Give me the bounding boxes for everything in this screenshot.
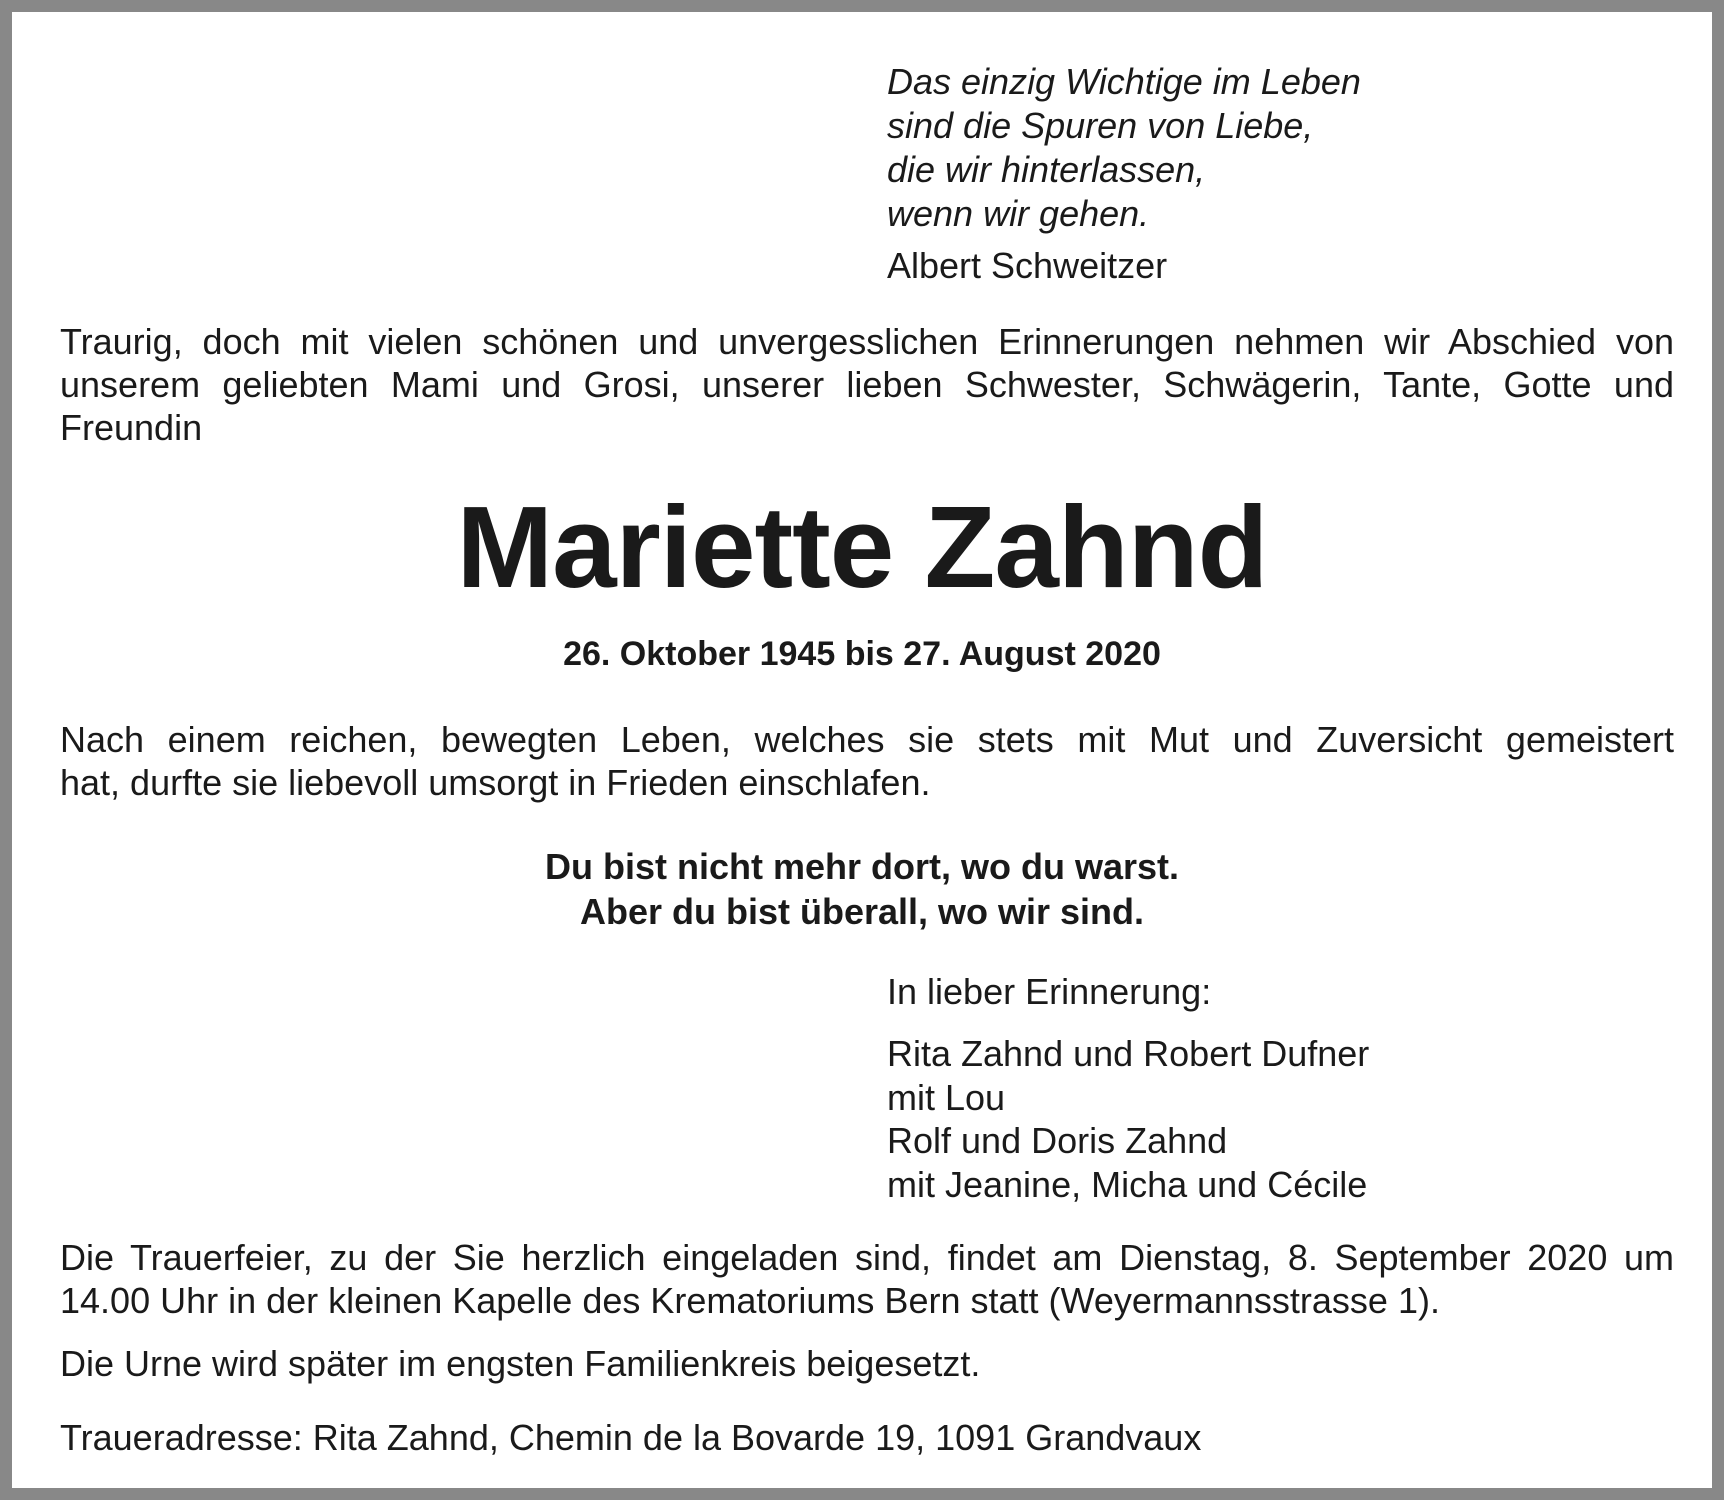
intro-line: Freundin: [60, 407, 203, 448]
verse-line: Aber du bist überall, wo wir sind.: [579, 891, 1145, 932]
intro-line: Traurig, doch mit vielen schönen und unvergesslichen Erinnerungen nehmen wir Abschied von: [60, 321, 1674, 362]
intro-line: unserem geliebten Mami und Grosi, unserer lieben Schwester, Schwägerin, Tante, Gotte und: [60, 364, 1674, 405]
verse: [12, 844, 1712, 934]
motto-line: sind die Spuren von Liebe,: [887, 105, 1314, 146]
life-line: Nach einem reichen, bewegten Leben, welches sie stets mit Mut und Zuversicht gemeistert: [60, 719, 1674, 760]
life-dates: 26. Oktober 1945 bis 27. August 2020: [563, 635, 1161, 673]
mourner-line: mit Jeanine, Micha und Cécile: [887, 1163, 1368, 1205]
ceremony-line: Die Trauerfeier, zu der Sie herzlich eingeladen sind, findet am Dienstag, 8. September 2020 um: [60, 1237, 1674, 1278]
motto-author: Albert Schweitzer: [887, 245, 1168, 286]
ceremony-line: 14.00 Uhr in der kleinen Kapelle des Krematoriums Bern statt (Weyermannsstrasse 1).: [60, 1280, 1440, 1321]
motto-line: Das einzig Wichtige im Leben: [887, 61, 1361, 102]
urn-paragraph: Die Urne wird später im engsten Familienkreis beigesetzt.: [60, 1343, 981, 1384]
verse-line: Du bist nicht mehr dort, wo du warst.: [544, 846, 1180, 887]
mourners-list: [887, 1032, 1369, 1206]
deceased-name: Mariette Zahnd: [456, 482, 1268, 612]
intro-paragraph: [60, 320, 1674, 449]
mourner-line: Rita Zahnd und Robert Dufner: [887, 1033, 1370, 1074]
obituary-page: [12, 12, 1712, 1488]
life-paragraph: [60, 718, 1674, 804]
motto-quote: [887, 60, 1361, 236]
motto-line: die wir hinterlassen,: [887, 149, 1206, 190]
mourners-heading: In lieber Erinnerung:: [887, 971, 1212, 1012]
mourning-address: Traueradresse: Rita Zahnd, Chemin de la Bovarde 19, 1091 Grandvaux: [60, 1417, 1202, 1458]
motto-line: wenn wir gehen.: [887, 193, 1150, 234]
life-line: hat, durfte sie liebevoll umsorgt in Frieden einschlafen.: [60, 762, 931, 803]
mourner-line: mit Lou: [887, 1076, 1006, 1118]
mourner-line: Rolf und Doris Zahnd: [887, 1120, 1228, 1161]
ceremony-paragraph: [60, 1236, 1674, 1322]
